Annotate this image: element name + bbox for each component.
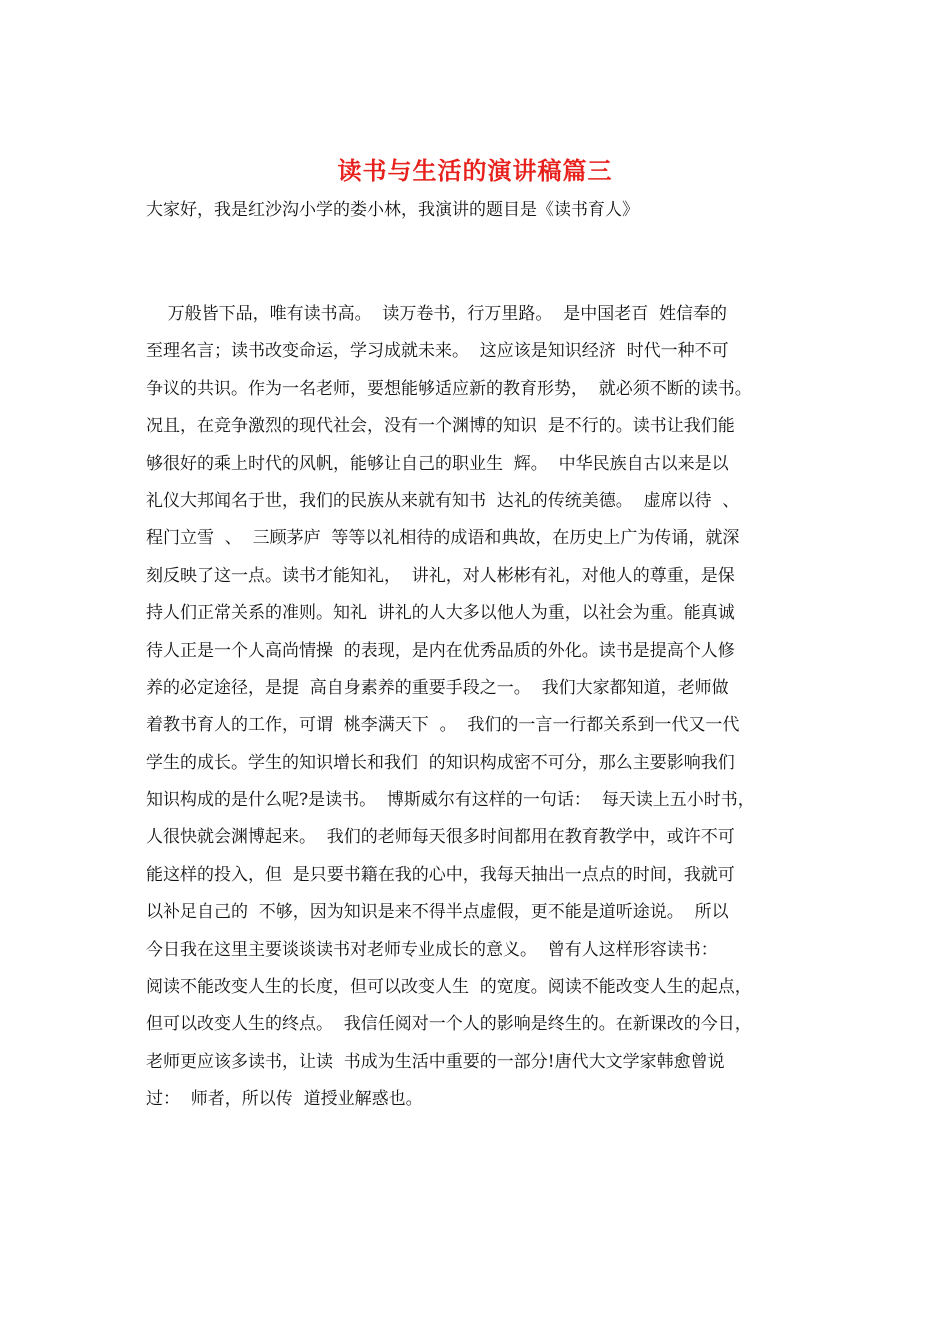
document-title: 读书与生活的演讲稿篇三 xyxy=(337,156,613,185)
body-line: 养的必定途径，是提 高自身素养的重要手段之一。 我们大家都知道，老师做 xyxy=(146,677,729,698)
speech-body xyxy=(146,296,836,1119)
body-line: 老师更应该多读书，让读 书成为生活中重要的一部分!唐代大文学家韩愈曾说 xyxy=(146,1051,725,1072)
body-line: 学生的成长。学生的知识增长和我们 的知识构成密不可分，那么主要影响我们 xyxy=(146,752,735,773)
body-line: 万般皆下品，唯有读书高。 读万卷书，行万里路。 是中国老百 姓信奉的 xyxy=(146,304,728,324)
body-line: 今日我在这里主要谈谈读书对老师专业成长的意义。 曾有人这样形容读书： xyxy=(146,939,718,960)
body-line: 但可以改变人生的终点。 我信任阅对一个人的影响是终生的。在新课改的今日， xyxy=(146,1014,752,1035)
body-line: 刻反映了这一点。读书才能知礼， 讲礼，对人彬彬有礼，对他人的尊重，是保 xyxy=(146,565,735,586)
body-line: 争议的共识。作为一名老师，要想能够适应新的教育形势， 就必须不断的读书。 xyxy=(146,378,752,399)
body-line: 况且，在竞争激烈的现代社会，没有一个渊博的知识 是不行的。读书让我们能 xyxy=(146,416,735,437)
body-line: 至理名言；读书改变命运，学习成就未来。 这应该是知识经济 时代一种不可 xyxy=(146,341,729,362)
body-line: 人很快就会渊博起来。 我们的老师每天很多时间都用在教育教学中，或许不可 xyxy=(146,827,735,848)
body-line: 能这样的投入，但 是只要书籍在我的心中，我每天抽出一点点的时间，我就可 xyxy=(146,864,735,885)
body-line: 着教书育人的工作，可谓 桃李满天下 。 我们的一言一行都关系到一代又一代 xyxy=(146,715,740,736)
body-line: 持人们正常关系的准则。知礼 讲礼的人大多以他人为重，以社会为重。能真诚 xyxy=(146,603,735,624)
body-line: 程门立雪 、 三顾茅庐 等等以礼相待的成语和典故，在历史上广为传诵，就深 xyxy=(146,528,740,549)
body-line: 阅读不能改变人生的长度，但可以改变人生 的宽度。阅读不能改变人生的起点， xyxy=(146,977,752,998)
body-line: 礼仪大邦闻名于世，我们的民族从来就有知书 达礼的传统美德。 虚席以待 、 xyxy=(146,490,740,511)
body-line: 待人正是一个人高尚情操 的表现，是内在优秀品质的外化。读书是提高个人修 xyxy=(146,640,735,661)
greeting-line: 大家好，我是红沙沟小学的娄小林，我演讲的题目是《读书育人》 xyxy=(146,200,639,220)
body-line: 过： 师者，所以传 道授业解惑也。 xyxy=(146,1089,423,1110)
body-line: 以补足自己的 不够，因为知识是来不得半点虚假，更不能是道听途说。 所以 xyxy=(146,902,729,923)
body-line: 知识构成的是什么呢?是读书。 博斯威尔有这样的一句话： 每天读上五小时书， xyxy=(146,790,755,811)
body-line: 够很好的乘上时代的风帆，能够让自己的职业生 辉。 中华民族自古以来是以 xyxy=(146,453,729,474)
